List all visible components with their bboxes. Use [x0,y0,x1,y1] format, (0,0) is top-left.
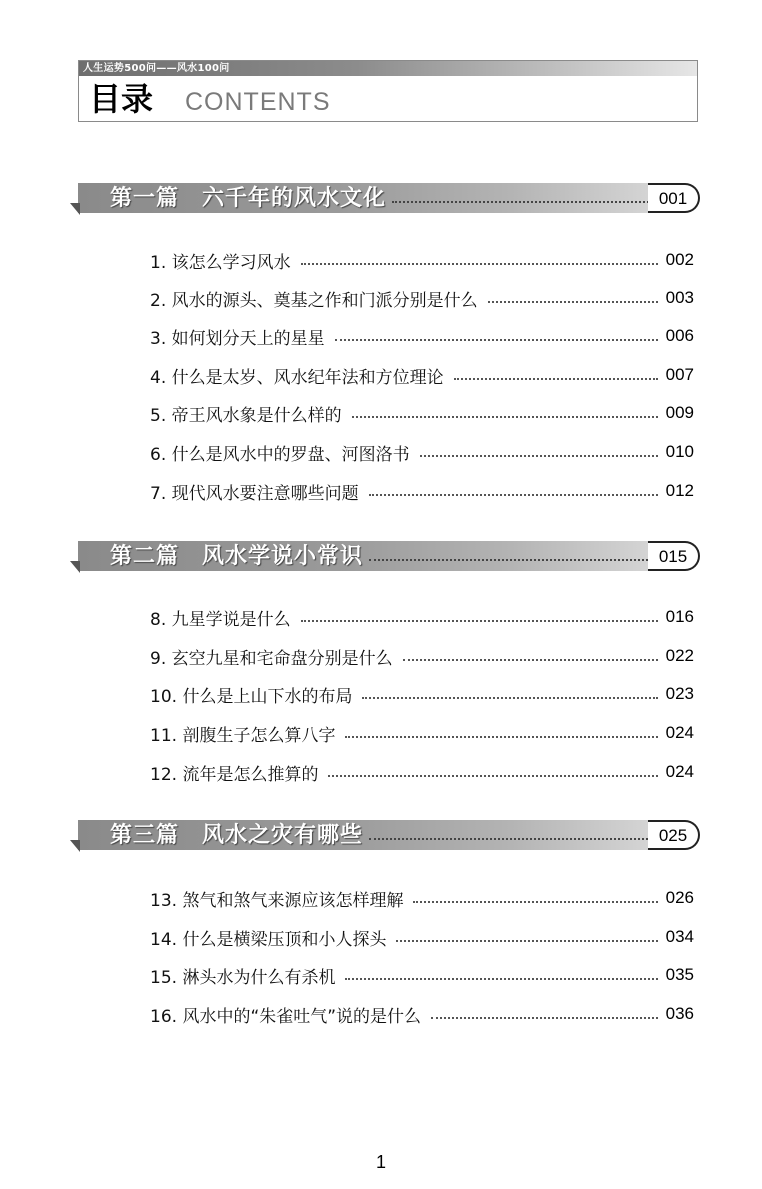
toc-entry-11[interactable] [150,718,694,748]
toc-entry-4[interactable] [150,360,694,390]
entry-title: 7. 现代风水要注意哪些问题 [150,483,359,504]
dot-leader [431,1017,658,1019]
part-title: 第二篇 风水学说小常识 [110,543,364,569]
dot-leader [328,775,657,777]
entry-title: 2. 风水的源头、奠基之作和门派分别是什么 [150,290,478,311]
toc-entry-16[interactable] [150,999,694,1029]
entry-title: 10. 什么是上山下水的布局 [150,686,353,707]
dot-leader [396,940,657,942]
entry-page-number: 036 [665,1004,694,1023]
part-page-number: 015 [648,541,700,571]
dot-leader [301,263,658,265]
dot-leader [362,697,657,699]
part-page-number: 001 [648,183,700,213]
entry-title: 13. 煞气和煞气来源应该怎样理解 [150,890,404,911]
toc-subtitle: CONTENTS [185,88,331,116]
entry-title: 8. 九星学说是什么 [150,609,291,630]
toc-entry-6[interactable] [150,437,694,467]
toc-entry-1[interactable] [150,245,694,275]
entry-title: 4. 什么是太岁、风水纪年法和方位理论 [150,367,444,388]
dot-leader [369,559,652,561]
toc-entry-12[interactable] [150,757,694,787]
part-banner-fold [70,840,80,852]
entry-title: 15. 淋头水为什么有杀机 [150,967,336,988]
toc-title: 目录 [89,80,154,118]
entry-page-number: 026 [665,888,694,907]
toc-entry-7[interactable] [150,476,694,506]
part-banner-2[interactable] [70,539,700,575]
dot-leader [369,494,658,496]
entry-title: 9. 玄空九星和宅命盘分别是什么 [150,648,393,669]
toc-header [78,60,698,122]
entry-title: 12. 流年是怎么推算的 [150,764,319,785]
dot-leader [369,838,652,840]
running-title: 人生运势500问——风水100问 [83,63,230,74]
entry-page-number: 016 [665,607,694,626]
part-title: 第三篇 风水之灾有哪些 [110,822,364,848]
toc-entry-10[interactable] [150,679,694,709]
entry-page-number: 022 [665,646,694,665]
toc-entry-14[interactable] [150,922,694,952]
entry-title: 1. 该怎么学习风水 [150,252,291,273]
entry-page-number: 034 [665,927,694,946]
toc-entry-3[interactable] [150,321,694,351]
part-banner-fold [70,203,80,215]
entry-page-number: 024 [665,762,694,781]
part-page-number: 025 [648,820,700,850]
toc-entry-15[interactable] [150,960,694,990]
entry-page-number: 003 [665,288,694,307]
dot-leader [403,659,658,661]
dot-leader [392,201,652,203]
entry-title: 5. 帝王风水象是什么样的 [150,405,342,426]
toc-entry-8[interactable] [150,602,694,632]
entry-title: 16. 风水中的“朱雀吐气”说的是什么 [150,1006,422,1027]
entry-page-number: 006 [665,326,694,345]
toc-entry-9[interactable] [150,641,694,671]
part-title: 第一篇 六千年的风水文化 [110,185,387,211]
entry-page-number: 023 [665,684,694,703]
entry-page-number: 035 [665,965,694,984]
dot-leader [454,378,658,380]
toc-entry-13[interactable] [150,883,694,913]
entry-page-number: 010 [665,442,694,461]
entry-title: 3. 如何划分天上的星星 [150,328,325,349]
dot-leader [335,339,658,341]
page-number: 1 [375,1152,386,1172]
dot-leader [301,620,658,622]
entry-page-number: 009 [665,403,694,422]
part-banner-1[interactable] [70,181,700,217]
dot-leader [488,301,658,303]
running-title-band [79,61,697,76]
entry-page-number: 024 [665,723,694,742]
toc-entry-2[interactable] [150,283,694,313]
dot-leader [413,901,657,903]
entry-title: 6. 什么是风水中的罗盘、河图洛书 [150,444,410,465]
dot-leader [352,416,658,418]
entry-page-number: 002 [665,250,694,269]
dot-leader [345,978,657,980]
toc-entry-5[interactable] [150,398,694,428]
entry-title: 14. 什么是横梁压顶和小人探头 [150,929,387,950]
part-banner-3[interactable] [70,818,700,854]
dot-leader [420,455,658,457]
entry-title: 11. 剖腹生子怎么算八字 [150,725,336,746]
entry-page-number: 007 [665,365,694,384]
dot-leader [345,736,657,738]
part-banner-fold [70,561,80,573]
entry-page-number: 012 [665,481,694,500]
